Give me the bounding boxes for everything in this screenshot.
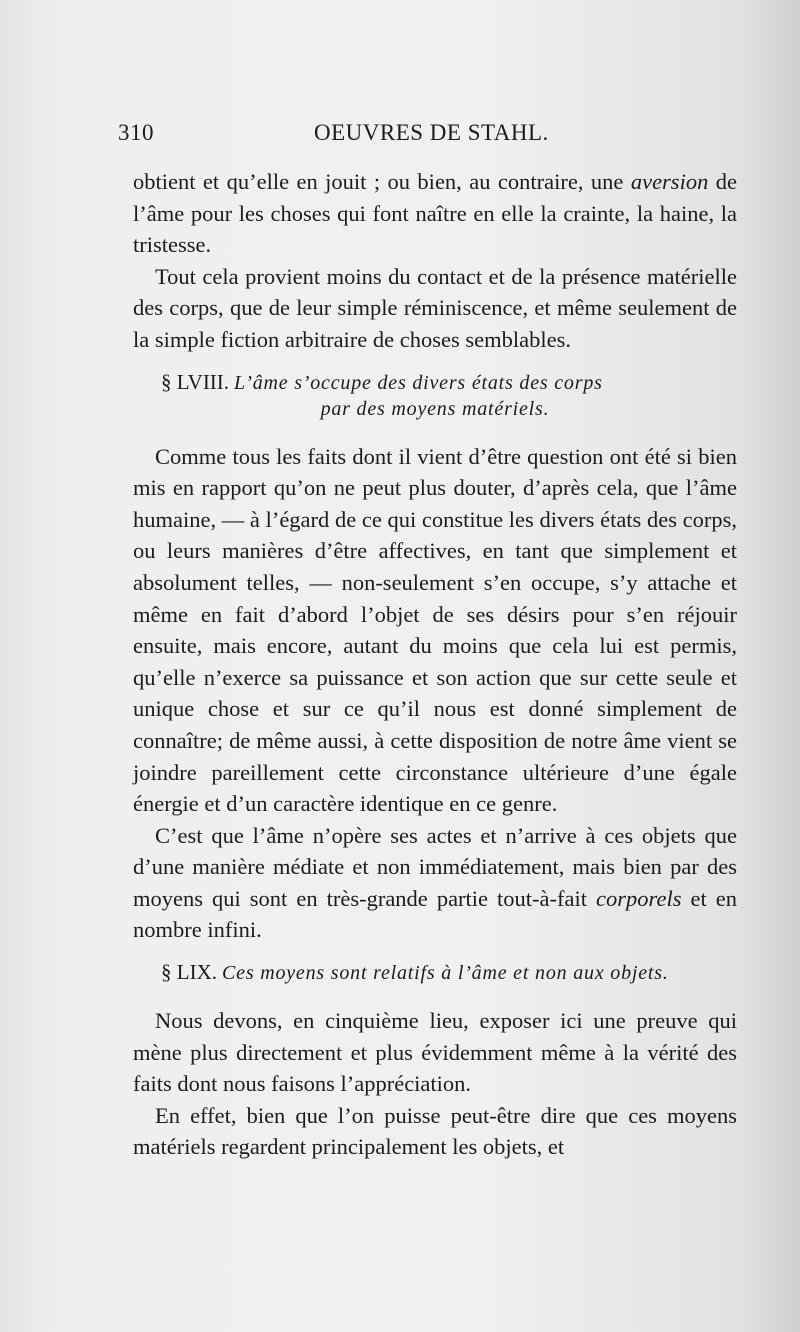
page-header bbox=[118, 120, 738, 156]
paragraph-4: C’est que l’âme n’opère ses actes et n’arrive à ces objets que d’une manière médiate et non immédiatement, mais bien par des moyens qui sont en très-grande partie tout-à-fait corporels et en nombre infini. bbox=[133, 822, 738, 943]
section-number: § LIX. bbox=[161, 960, 217, 985]
section-title: Ces moyens sont relatifs à l’âme et non aux objets. bbox=[222, 962, 669, 985]
paragraph-6: En effet, bien que l’on puisse peut-être dire que ces moyens matériels regardent principalement les objets, et bbox=[133, 1102, 737, 1160]
running-title: OEUVRES DE STAHL. bbox=[314, 120, 549, 145]
section-title-continued: par des moyens matériels. bbox=[320, 397, 550, 420]
paragraph-1: obtient et qu’elle en jouit ; ou bien, au contraire, une aversion de l’âme pour les choses qui font naître en elle la crainte, la haine, la tristesse. bbox=[133, 169, 738, 258]
body-text bbox=[133, 166, 737, 1163]
section-title: L’âme s’occupe des divers états des corps bbox=[234, 371, 603, 394]
emphasis-aversion: aversion bbox=[630, 169, 709, 194]
section-heading-lviii bbox=[133, 369, 737, 422]
page-number: 310 bbox=[118, 120, 154, 145]
paragraph-2: Tout cela provient moins du contact et de la présence matérielle des corps, que de leur simple réminiscence, et même seulement de la simple fiction arbitraire de choses semblables. bbox=[133, 263, 737, 352]
paragraph-5: Nous devons, en cinquième lieu, exposer ici une preuve qui mène plus directement et plus évidemment même à la vérité des faits dont nous faisons l’appréciation. bbox=[133, 1008, 737, 1097]
paragraph-3: Comme tous les faits dont il vient d’être question ont été si bien mis en rapport qu’on ne peut plus douter, d’après cela, que l’âme humaine, — à l’égard de ce qui constitue les divers états des corps, ou leurs manières d’être affectives, en tant que simplement et absolument telles, — non-seulement s’en occupe, s’y attache et même en fait d’abord l’objet de ses désirs pour s’en réjouir ensuite, mais encore, autant du moins que cela lui est permis, qu’elle n’exerce sa puissance et son action que sur cette seule et unique chose et sur ce qu’il nous est donné simplement de connaître; de même aussi, à cette disposition de notre âme vient se joindre pareillement cette circonstance ultérieure d’une égale énergie et d’un caractère identique en ce genre. bbox=[133, 443, 737, 817]
section-number: § LVIII. bbox=[161, 369, 230, 394]
section-heading-lix bbox=[133, 959, 737, 986]
emphasis-corporels: corporels bbox=[596, 885, 682, 911]
